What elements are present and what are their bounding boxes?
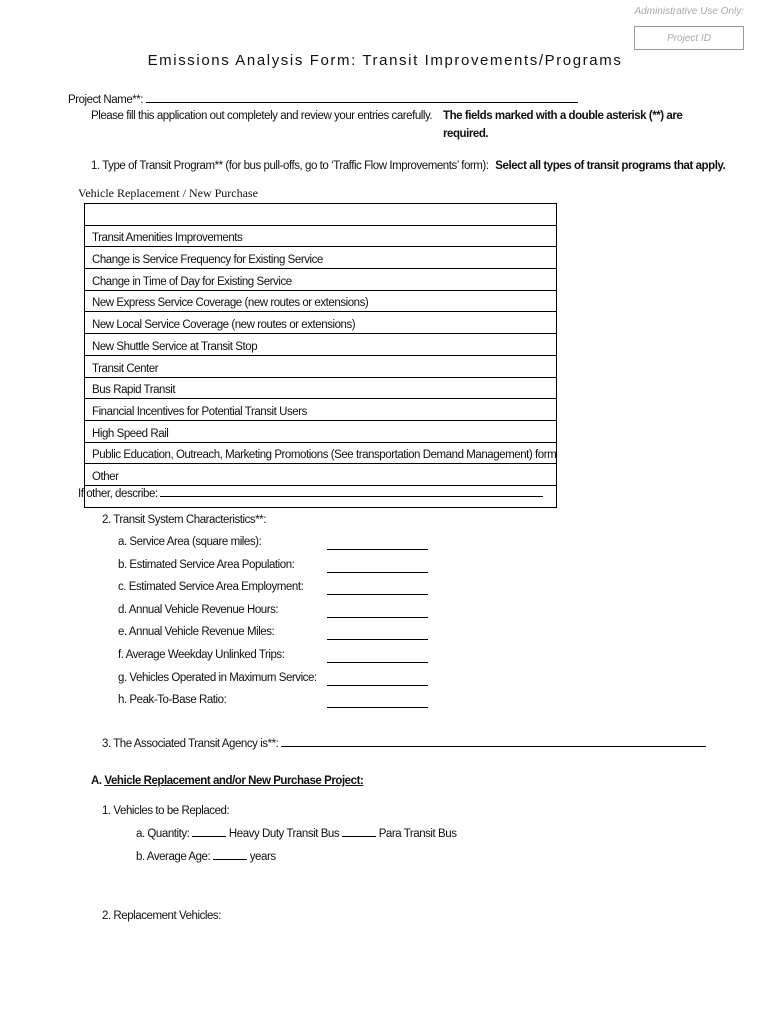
program-option[interactable]: High Speed Rail — [85, 420, 557, 442]
if-other-label: If other, describe: — [78, 488, 158, 500]
program-row[interactable] — [85, 420, 557, 442]
characteristic-input[interactable] — [327, 549, 428, 550]
heavy-duty-quantity-input[interactable] — [192, 836, 226, 837]
characteristic-label: g. Vehicles Operated in Maximum Service: — [118, 671, 317, 684]
transit-program-table — [84, 203, 557, 508]
required-note-line1: The fields marked with a double asterisk (**) are — [443, 110, 683, 122]
characteristic-input[interactable] — [327, 572, 428, 573]
project-name-input[interactable] — [146, 102, 578, 103]
program-option[interactable]: Change in Time of Day for Existing Service — [85, 269, 557, 291]
characteristic-label: f. Average Weekday Unlinked Trips: — [118, 649, 285, 661]
characteristic-label: d. Annual Vehicle Revenue Hours: — [118, 603, 279, 616]
program-option[interactable]: New Local Service Coverage (new routes or extensions) — [85, 312, 557, 334]
program-option[interactable]: Bus Rapid Transit — [85, 377, 557, 399]
heavy-duty-label: Heavy Duty Transit Bus — [228, 828, 340, 840]
characteristic-input[interactable] — [327, 594, 428, 595]
q3-row — [102, 738, 706, 750]
if-other-row — [78, 488, 543, 500]
para-transit-label: Para Transit Bus — [378, 828, 457, 840]
program-row[interactable] — [85, 399, 557, 421]
characteristic-input[interactable] — [327, 639, 428, 640]
project-name-label: Project Name**: — [68, 94, 144, 106]
replacement-vehicles-label: 2. Replacement Vehicles: — [102, 910, 221, 922]
vehicles-replaced-label: 1. Vehicles to be Replaced: — [102, 805, 230, 817]
section-a-heading-row — [91, 775, 363, 787]
program-option[interactable] — [85, 204, 557, 226]
average-age-label: b. Average Age: — [136, 851, 211, 863]
program-option[interactable]: Public Education, Outreach, Marketing Promotions (See transportation Demand Management) form — [85, 442, 557, 464]
project-id-field[interactable]: Project ID — [634, 26, 744, 50]
characteristic-label: a. Service Area (square miles): — [118, 536, 262, 548]
program-row[interactable] — [85, 204, 557, 226]
average-age-unit: years — [249, 851, 276, 863]
program-row[interactable] — [85, 247, 557, 269]
characteristic-label: h. Peak-To-Base Ratio: — [118, 694, 227, 707]
program-row[interactable] — [85, 269, 557, 291]
characteristic-label: b. Estimated Service Area Population: — [118, 558, 295, 571]
admin-use-label: Administrative Use Only: — [634, 6, 744, 17]
program-row[interactable] — [85, 442, 557, 464]
q1-row — [91, 160, 725, 172]
para-transit-quantity-input[interactable] — [342, 836, 376, 837]
characteristic-label: c. Estimated Service Area Employment: — [118, 581, 304, 594]
program-row[interactable] — [85, 334, 557, 356]
program-option[interactable]: Change is Service Frequency for Existing Service — [85, 247, 557, 269]
program-option[interactable]: New Express Service Coverage (new routes or extensions) — [85, 290, 557, 312]
average-age-row — [136, 851, 276, 863]
program-row[interactable] — [85, 377, 557, 399]
average-age-input[interactable] — [213, 859, 247, 860]
q2-heading: 2. Transit System Characteristics**: — [102, 514, 267, 526]
if-other-input[interactable] — [160, 496, 543, 497]
program-option[interactable]: Other — [85, 464, 557, 486]
section-a-prefix: A. — [91, 775, 102, 787]
q3-label: 3. The Associated Transit Agency is**: — [102, 738, 279, 750]
program-option[interactable]: Transit Center — [85, 355, 557, 377]
program-option[interactable]: Financial Incentives for Potential Transit Users — [85, 399, 557, 421]
required-note-line2: required. — [443, 128, 489, 140]
characteristic-input[interactable] — [327, 685, 428, 686]
q1-instruction: Select all types of transit programs that apply. — [495, 160, 726, 172]
program-row[interactable] — [85, 355, 557, 377]
characteristic-label: e. Annual Vehicle Revenue Miles: — [118, 626, 275, 639]
page-title: Emissions Analysis Form: Transit Improvements/Programs — [147, 52, 623, 69]
program-row[interactable] — [85, 312, 557, 334]
project-name-row — [68, 94, 578, 106]
quantity-row — [136, 828, 457, 840]
characteristic-input[interactable] — [327, 662, 428, 663]
instructions-text: Please fill this application out completely and review your entries carefully. — [91, 110, 433, 122]
program-option[interactable]: New Shuttle Service at Transit Stop — [85, 334, 557, 356]
program-option[interactable]: Transit Amenities Improvements — [85, 225, 557, 247]
q1-label: 1. Type of Transit Program** (for bus pull-offs, go to ‘Traffic Flow Improvements’ form): — [91, 160, 489, 172]
program-row[interactable] — [85, 290, 557, 312]
transit-agency-input[interactable] — [281, 746, 706, 747]
program-row[interactable] — [85, 225, 557, 247]
characteristic-input[interactable] — [327, 707, 428, 708]
program-row[interactable] — [85, 464, 557, 486]
vehicle-replacement-label: Vehicle Replacement / New Purchase — [78, 186, 258, 200]
quantity-label: a. Quantity: — [136, 828, 190, 840]
characteristic-input[interactable] — [327, 617, 428, 618]
section-a-heading: Vehicle Replacement and/or New Purchase Project: — [104, 775, 364, 787]
